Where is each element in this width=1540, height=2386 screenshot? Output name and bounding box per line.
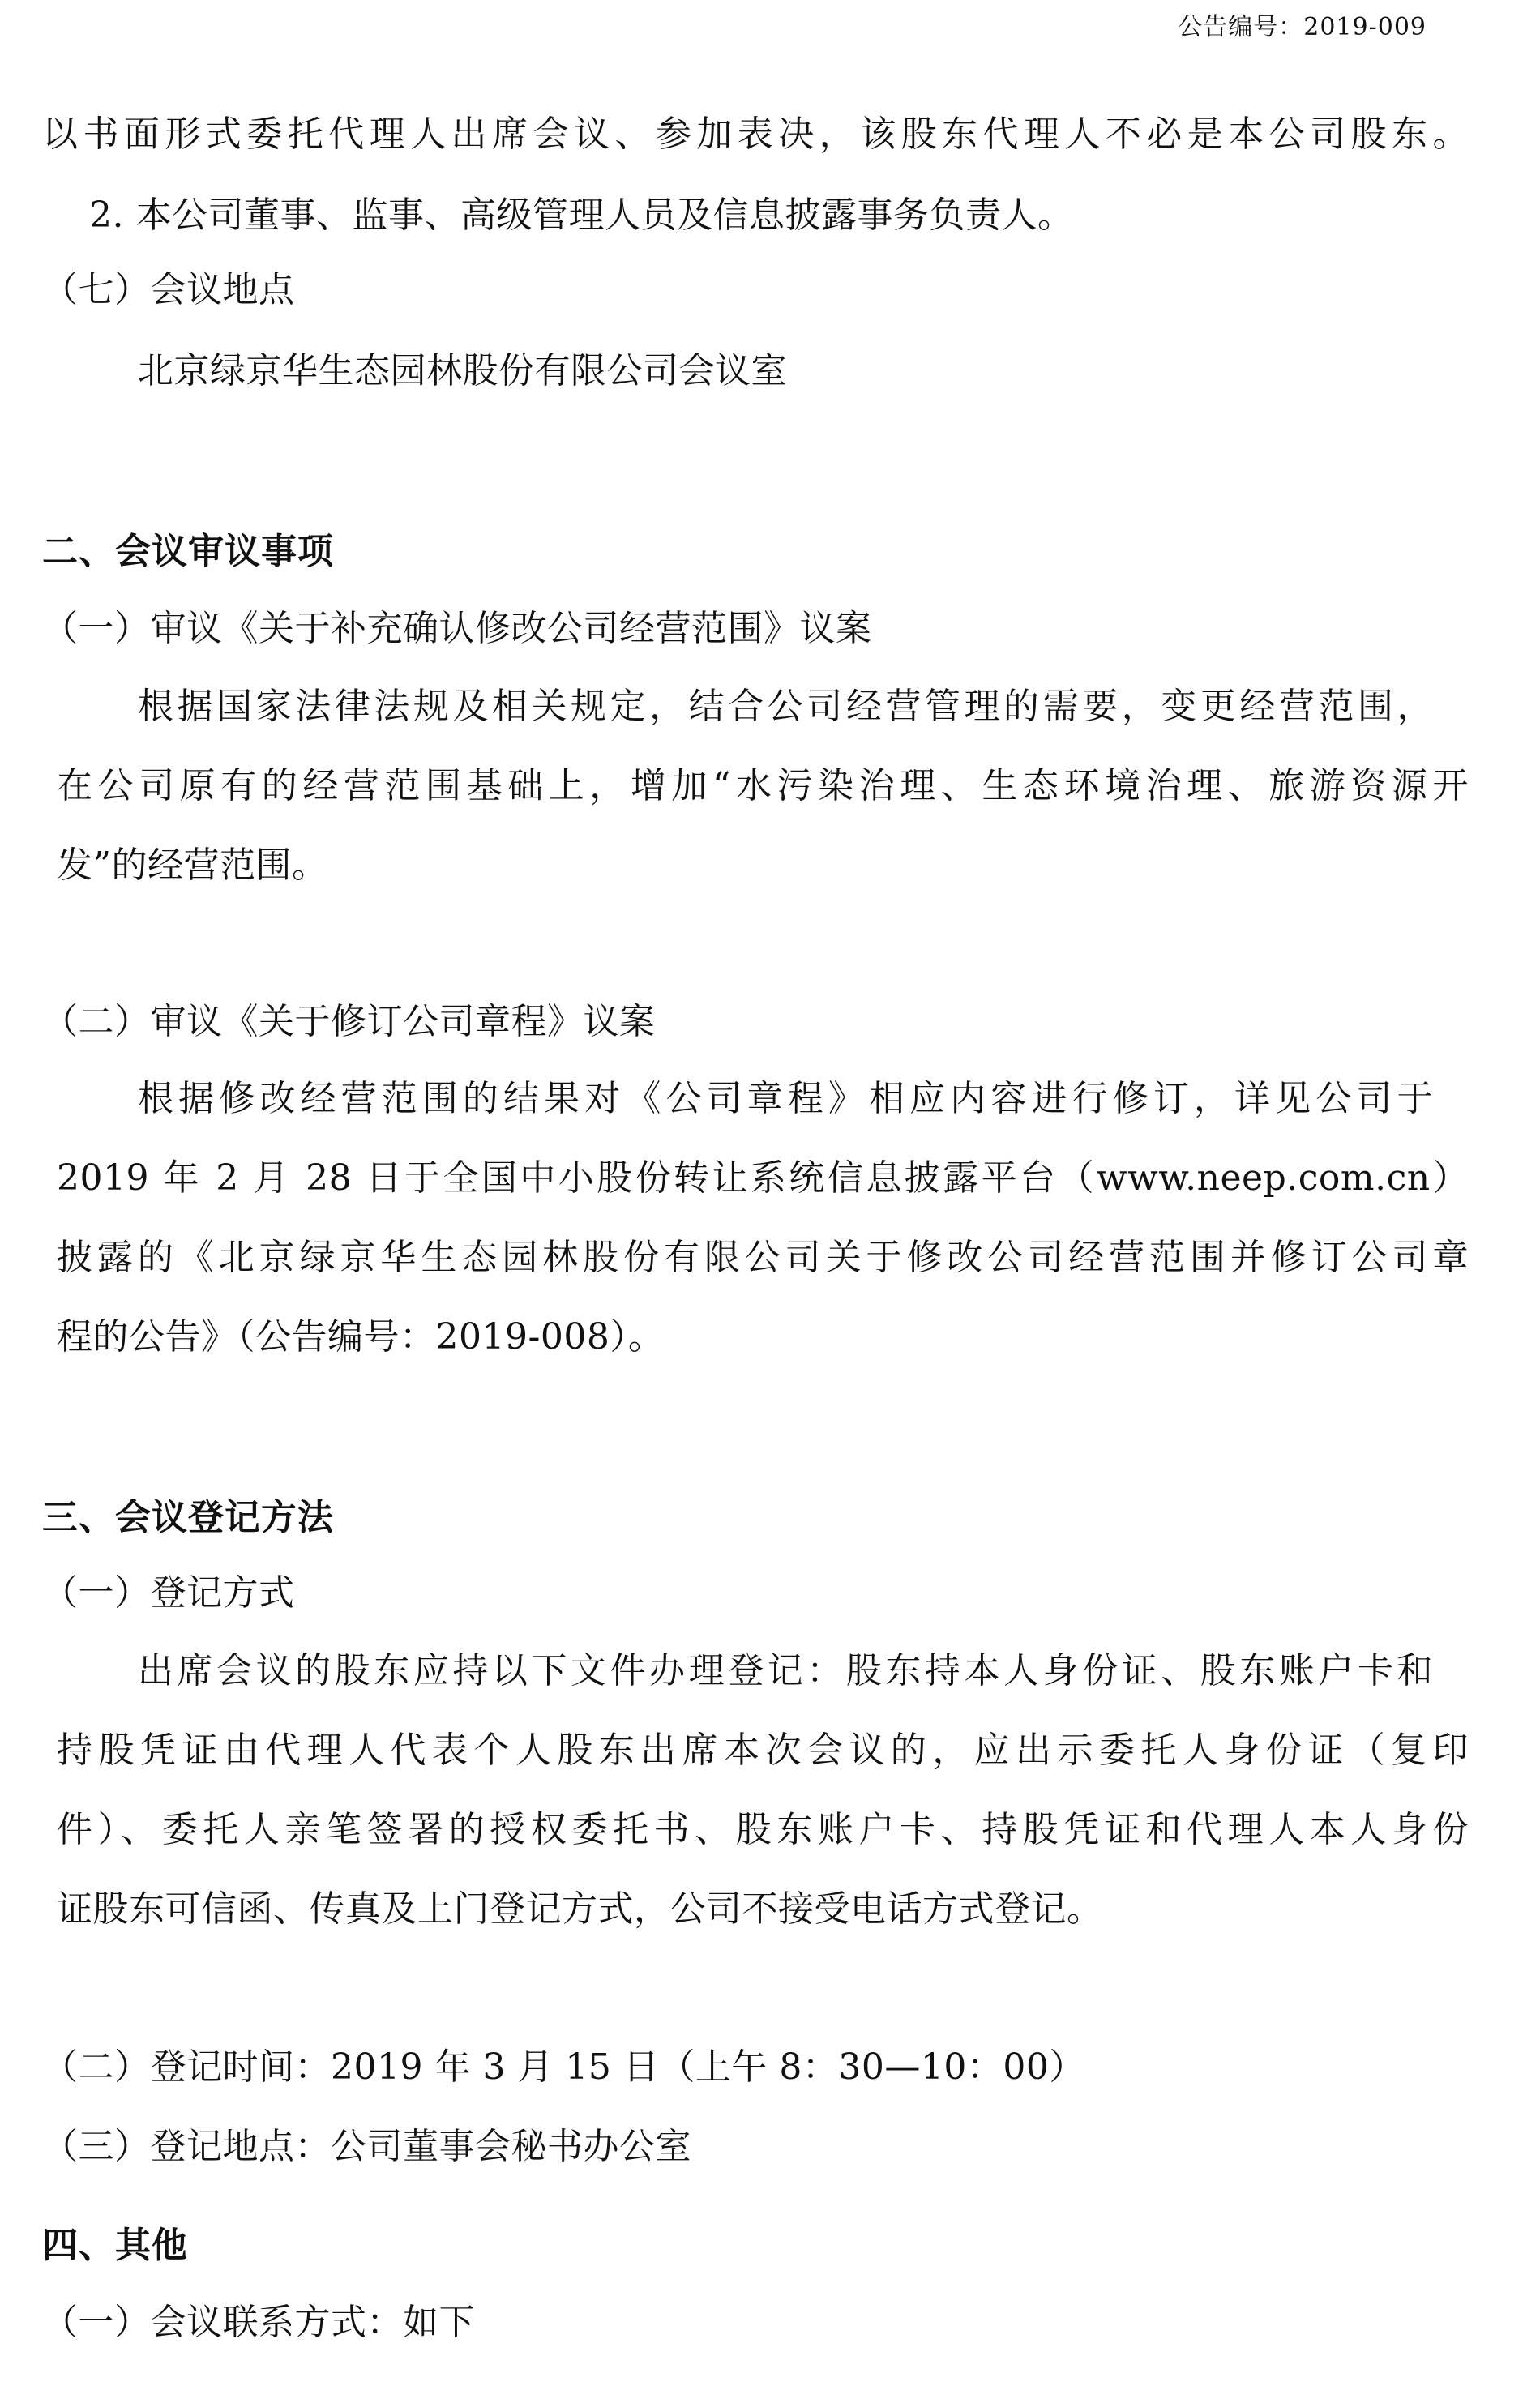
section-title-other: 四、其他 — [42, 2225, 188, 2266]
meeting-location-text: 北京绿京华生态园林股份有限公司会议室 — [138, 350, 787, 391]
agenda-item-2-line-4: 程的公告》（公告编号：2019-008）。 — [57, 1316, 665, 1358]
agenda-item-2-line-3: 披露的《北京绿京华生态园林股份有限公司关于修改公司经营范围并修订公司章 — [57, 1237, 1469, 1278]
agenda-item-1-line-1: 根据国家法律法规及相关规定，结合公司经营管理的需要，变更经营范围， — [138, 686, 1433, 727]
registration-method-line-4: 证股东可信函、传真及上门登记方式，公司不接受电话方式登记。 — [57, 1888, 1103, 1930]
agenda-item-1-title: （一）审议《关于补充确认修改公司经营范围》议案 — [42, 608, 872, 649]
contact-info-title: （一）会议联系方式：如下 — [42, 2302, 475, 2343]
registration-method-line-1: 出席会议的股东应持以下文件办理登记：股东持本人身份证、股东账户卡和 — [138, 1650, 1433, 1691]
paragraph-continued: 以书面形式委托代理人出席会议、参加表决，该股东代理人不必是本公司股东。 — [42, 113, 1469, 155]
registration-method-line-2: 持股凭证由代理人代表个人股东出席本次会议的，应出示委托人身份证（复印 — [57, 1730, 1469, 1771]
section-title-agenda: 二、会议审议事项 — [42, 531, 334, 572]
registration-time: （二）登记时间：2019 年 3 月 15 日（上午 8：30—10：00） — [42, 2046, 1085, 2088]
registration-location: （三）登记地点：公司董事会秘书办公室 — [42, 2126, 691, 2167]
notice-number: 公告编号：2019-009 — [1178, 13, 1427, 41]
registration-method-line-3: 件）、委托人亲笔签署的授权委托书、股东账户卡、持股凭证和代理人本人身份 — [57, 1809, 1469, 1850]
agenda-item-2-line-2: 2019 年 2 月 28 日于全国中小股份转让系统信息披露平台（www.neep.com.cn） — [57, 1157, 1469, 1199]
agenda-item-2-line-1: 根据修改经营范围的结果对《公司章程》相应内容进行修订，详见公司于 — [138, 1078, 1433, 1119]
subsection-title-meeting-location: （七）会议地点 — [42, 269, 295, 310]
registration-method-title: （一）登记方式 — [42, 1572, 295, 1614]
agenda-item-1-line-3: 发”的经营范围。 — [57, 845, 328, 886]
agenda-item-2-title: （二）审议《关于修订公司章程》议案 — [42, 1001, 656, 1042]
list-item-2: 2. 本公司董事、监事、高级管理人员及信息披露事务负责人。 — [89, 195, 1074, 236]
section-title-registration: 三、会议登记方法 — [42, 1497, 334, 1538]
agenda-item-1-line-2: 在公司原有的经营范围基础上，增加“水污染治理、生态环境治理、旅游资源开 — [57, 765, 1469, 806]
